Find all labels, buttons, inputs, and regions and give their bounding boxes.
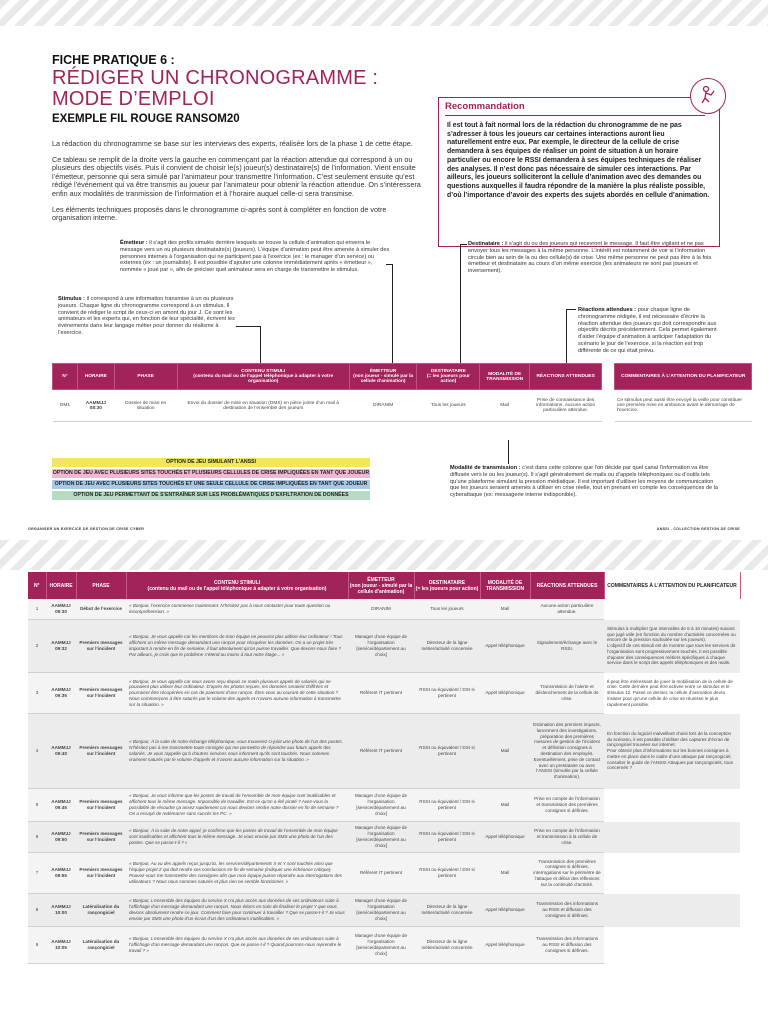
table2-cell-modalite: Appel téléphonique [480,822,530,853]
table2-cell-destinataire: RSSI ou équivalent / DSI si pertinent [414,853,480,894]
table2-cell-emetteur: Manager d’une équipe de l’organisation [service/département au choix] [348,789,414,822]
table2-cell-commentaires: Stimulus à multiplier (par intervalles de 5 à 10 minutes) suivant que jugé utile (en fonction du nombre d’activités concernées ou encore de la pression souhaitée sur les joueurs). L’objectif de ces stimuli est de montrer que tous les services de l’organisation sont progressivement touchés. Il est possible d’ajouter des conséquences métiers spécifiques à chaque service dans le script des appels téléphoniques et des mails. [604,620,740,673]
table2-cell-commentaires [604,822,740,853]
table2-cell-horaire: AAMMJJ 10:00 [46,894,76,927]
table2-cell-horaire: AAMMJJ 09:35 [46,673,76,714]
table1-cell-modalite: Mail [480,390,530,422]
table2-cell-num: 5 [28,789,46,822]
annotation-destinataire-text: il s’agit du ou des joueurs qui recevront le message. Il faut être vigilant et ne pas envoyer tous les messages à la même personne. L’intérêt est notamment de voir si l’information circule bien au sein de la ou des cellule(s) de crise. Une même personne ne peut pas être à la fois émetteur et destinataire au cours d’un même exercice (les animateurs ne sont pas joueurs et inversement). [468,241,712,275]
table2-cell-contenu: « Bonjour, À la suite de notre échange téléphonique, vous trouverez ci-joint une photo de l’un des postes. N’hésitez pas à me transmettre toute consigne qui me permettra de répondre aux futurs appels des salariés. Je vous rappelle qu’à d’autres services nous informent qu’ils sont touchés. Nous sommes vraiment saturés par le volume d’appels et n’avons aucune information sur la situation. » [126,714,348,789]
table2-cell-modalite: Mail [480,853,530,894]
table2-cell-contenu: « Bonjour, Je vous appelle car les membres de mon équipe ne peuvent plus utiliser leur ordinateur ! Tous affichent un même message demandant une rançon pour récupérer les données. On a un projet très important à rendre en fin de semaine, il faut absolument qu’on puisse travailler. Que devons-nous faire ? Par ailleurs, je crois que le problème s’étend au moins à tout notre étage... » [126,620,348,673]
table1-col-horaire: HORAIRE [77,364,114,390]
table2-cell-phase: Premiers messages sur l’incident [76,620,126,673]
intro-paragraph-2: Ce tableau se remplit de la droite vers la gauche en commençant par la réaction attendue qui correspond à un ou plusieurs des objectifs visés. Puis il convient de choisir le(s) joueur(s) destinataire(s) de l’information. Vient ensuite l’émetteur, personne qui sera simulé par l’animateur pour transmettre l’information. C’est seulement ensuite qu’est rédigé l’événement qui va être transmis au joueur par l’animateur pour obtenir la réaction attendue. On s’intéressera enfin aux modalités de tranmission de l’information et à l’horaire auquel celle-ci sera transmise. [52,154,421,198]
table2-cell-reactions: Estimation des premiers impacts, lancement des investigations, préparation des premières mesures de gestion de l’incident et définition consignes à destination des employés. Eventuellement, prise de contact avec un prestataire ou avec l’ANSSI (simulée par la cellule d’animation). [530,714,604,789]
table1-col-reactions: RÉACTIONS ATTENDUES [529,364,601,390]
table2-cell-reactions: Signalement/échange avec le RSSI. [530,620,604,673]
table2-cell-horaire: AAMMJJ 09:32 [46,620,76,673]
annotation-stimulus-label: Stimulus : [58,296,86,302]
table2-cell-reactions: Aucune action particulière attendue. [530,599,604,620]
table2-cell-num: 3 [28,673,46,714]
table2-cell-reactions: Prise en compte de l’information et transmission à la cellule de crise. [530,822,604,853]
table1-header-row [53,364,752,390]
table2-cell-modalite: Mail [480,714,530,789]
table2-col-horaire: HORAIRE [46,572,76,599]
table-row [28,927,740,964]
table1-cell-reactions: Prise de connaissance des informations. Aucune action particulière attendue. [529,390,601,422]
table2-cell-commentaires [604,599,740,620]
intro-paragraph-1: La rédaction du chronogramme se base sur les interviews des experts, réalisée lors de la phase 1 de cette étape. [52,139,413,148]
table1-col-destinataire: DESTINATAIRE (= les joueurs pour action) [417,364,480,390]
table2-cell-contenu: « Bonjour, l’exercice commence maintenant. N’hésitez pas à nous contacter pour toute question ou incompréhension. » [126,599,348,620]
table2-cell-horaire: AAMMJJ 10:05 [46,927,76,964]
annotation-reactions-label: Réactions attendues : [578,307,637,313]
table2-cell-commentaires: En fonction du logiciel malveillant choisi lors de la conception du scénario, il est possible d’utiliser des captures d’écran de rançongiciel trouvées sur internet. Pour obtenir plus d’informations sur les bonnes consignes à mettre en place dans le cadre d’une attaque par rançongiciel, consulter le guide de l’ANSSI Attaques par rançongiciels, tous concernés ? [604,714,740,789]
leader-line-stimulus [260,326,261,363]
table2-cell-reactions: Prise en compte de l’information et transmission des premières consignes si définies. [530,789,604,822]
table2-cell-modalite: Appel téléphonique [480,673,530,714]
table2-cell-reactions: Transmission des informations au RSSI et diffusion des consignes si définies. [530,894,604,927]
table2-cell-modalite: Appel téléphonique [480,894,530,927]
table2-header-row [28,572,740,599]
annotation-stimulus-text: il correspond à une information transmise à un ou plusieurs joueurs. Chaque ligne du chronogramme correspond à un stimulus. Il convient de rédiger le script de ceux-ci en amont du jour J. Ce sont les animateurs et les experts qui, en fonction de leur spécialité, écrivent les événements dans leur langage métier pour donner du réalisme à l’exercice. [58,296,235,336]
table2-col-reactions: RÉACTIONS ATTENDUES [530,572,604,599]
table2-cell-modalite: Mail [480,789,530,822]
table2-cell-reactions: Transmission des informations au RSSI et diffusion des consignes si définies. [530,927,604,964]
table2-cell-contenu: « Bonjour, L’ensemble des équipes du service X n’a plus accès aux données de ses ordinateurs suite à l’affichage d’un message demandant une rançon. Nous étions en train de finaliser le projet Y que nous devons absolument rendre ce jour. Comment faire pour continuer à travailler ? Que se passe-t-il ? Je vous envoie par SMS une photo d’un écran d’un des ordinateurs inutilisables. » [126,894,348,927]
recommandation-title: Recommandation [445,98,705,116]
table2-cell-num: 1 [28,599,46,620]
recommandation-box [438,97,720,247]
table1-col-num: N° [53,364,78,390]
table1-cell-commentaires: Ce stimulus peut aussi être envoyé la veille pour constituer une première mise en ambiance avant le démarrage de l’exercice. [615,390,752,422]
table-row [28,894,740,927]
table2-cell-destinataire: RSSI ou équivalent / DSI si pertinent [414,714,480,789]
leader-line-stimulus-tick [236,326,261,327]
table2-cell-reactions: Transmission de l’alerte et déclenchement de la cellule de crise. [530,673,604,714]
table2-cell-horaire: AAMMJJ 09:50 [46,822,76,853]
annotation-reactions-text: pour chaque ligne de chronogramme rédigée, il est nécessaire d’écrire la réaction attendue des joueurs qui doit correspondre aux objectifs décrits précédemment. Cela permet également d’aider l’équipe d’animation à anticiper l’adaptation du scénario le jour de l’exercice, si la réaction est trop différente de ce qui était prévu. [578,307,717,354]
table-row [53,390,752,422]
table2-cell-horaire: AAMMJJ 09:30 [46,599,76,620]
table2-cell-destinataire: RSSI ou équivalent / DSI si pertinent [414,673,480,714]
table2-cell-horaire: AAMMJJ 09:55 [46,853,76,894]
page-title [52,68,378,110]
table2-cell-destinataire: RSSI ou équivalent / DSI si pertinent [414,822,480,853]
option-legend-multi-sites-une-cellule: OPTION DE JEU AVEC PLUSIEURS SITES TOUCHÉS ET UNE SEULE CELLULE DE CRISE IMPLIQUÉES EN TANT QUE JOUEUR [52,480,370,489]
table1-cell-horaire: AAMMJJ 08:30 [77,390,114,422]
annotation-emetteur [120,240,390,274]
leader-line-reactions [566,309,567,363]
table-row [28,599,740,620]
table1-cell-phase: Dossier de mise en situation [114,390,177,422]
table2-cell-commentaires: Il peut être intéressant de jouer la mobilisation de la cellule de crise. Cette dernière peut être activée entre ce stimulus et le stimulus 12. Passé ce dernier, la cellule d’animation devra insister pour qu’une cellule de crise se réunisse le plus rapidement possible. [604,673,740,714]
intro-paragraph-3: Les éléments techniques proposés dans le chronogramme ci-après sont à compléter en fonction de votre organisation interne. [52,204,387,223]
annotation-emetteur-label: Émetteur : [120,240,148,246]
table2-cell-commentaires [604,789,740,822]
table2-cell-destinataire: Directeur de la ligne métier/activité concernée [414,620,480,673]
table2-cell-phase: Premiers messages sur l’incident [76,853,126,894]
table1-col-gap [602,364,615,390]
page-subtitle: EXEMPLE FIL ROUGE RANSOM20 [52,113,240,125]
chronogram-example-table [52,363,752,422]
table1-cell-gap [602,390,615,422]
table2-cell-phase: Premiers messages sur l’incident [76,822,126,853]
intro-text [52,140,424,230]
table1-cell-emetteur: DIRANIM [349,390,417,422]
option-legend-anssi: OPTION DE JEU SIMULANT L’ANSSI [52,458,370,467]
table2-cell-num: 2 [28,620,46,673]
table2-cell-commentaires [604,853,740,894]
table2-col-destinataire: DESTINATAIRE (= les joueurs pour action) [414,572,480,599]
table2-cell-emetteur: Manager d’une équipe de l’organisation [service/département au choix] [348,927,414,964]
title-line-2: MODE D’EMPLOI [52,88,215,110]
annotation-modalite-label: Modalité de transmission : [450,465,521,471]
leader-line-emetteur-tick [386,264,393,265]
table2-cell-emetteur: Référent IT pertinent [348,673,414,714]
annotation-destinataire [468,241,720,275]
table2-col-modalite: MODALITÉ DE TRANSMISSION [480,572,530,599]
table2-cell-destinataire: RSSI ou équivalent / DSI si pertinent [414,789,480,822]
table2-cell-modalite: Mail [480,599,530,620]
table2-cell-num: 6 [28,822,46,853]
leader-line-reactions-tick [566,309,576,310]
table2-cell-emetteur: Manager d’une équipe de l’organisation [service/département au choix] [348,894,414,927]
table2-cell-phase: Premiers messages sur l’incident [76,673,126,714]
table2-cell-reactions: Transmission des premières consignes si définies, interrogations sur le périmètre de l’attaque et début des réflexions sur la continuité d’activité. [530,853,604,894]
leader-line-destinataire-tick [460,244,467,245]
page-separator-band [0,540,768,570]
table2-cell-horaire: AAMMJJ 09:45 [46,789,76,822]
table2-cell-num: 8 [28,894,46,927]
annotation-reactions [578,307,720,355]
footer-left: ORGANISER UN EXERCICE DE GESTION DE CRISE CYBER [28,527,145,531]
chronogram-table [28,572,741,964]
table-row [28,620,740,673]
table1-col-commentaires: COMMENTAIRES À L’ATTENTION DU PLANIFICATEUR [615,364,752,390]
option-legend-exfiltration: OPTION DE JEU PERMETTANT DE S’ENTRAÎNER SUR LES PROBLÉMATIQUES D’EXFILTRATION DE DONNÉES [52,491,370,500]
table-row [28,853,740,894]
table2-cell-destinataire: Tous les joueurs [414,599,480,620]
table-row [28,714,740,789]
recommandation-body: Il est tout à fait normal lors de la rédaction du chronogramme de ne pas s’adresser à tous les joueurs car certaines interactions auront lieu naturellement entre eux. Par exemple, le directeur de la cellule de crise demandera à ses équipes de réaliser un point de situation à un horaire particulier ou encore le RSSI demandera à ses équipes techniques de réaliser des analyses. Il n’est donc pas nécessaire de simuler ces interactions. Par ailleurs, les joueurs solliciteront la cellule d’animation avec des demandes ou questions auxquelles il faudra répondre de la manière la plus réaliste possible, d’où l’importance d’avoir des experts des sujets abordés en cellule d’animation. [447,122,710,199]
table2-cell-modalite: Appel téléphonique [480,620,530,673]
table2-col-contenu: CONTENU STIMULI (contenu du mail ou de l’appel téléphonique à adapter à votre organisation) [126,572,348,599]
title-line-1: RÉDIGER UN CHRONOGRAMME : [52,67,379,89]
option-legend-multi-sites-multi-cellules: OPTION DE JEU AVEC PLUSIEURS SITES TOUCHÉS ET PLUSIEURS CELLULES DE CRISE IMPLIQUÉES EN TANT QUE JOUEUR [52,470,370,476]
table2-col-commentaires: COMMENTAIRES À L’ATTENTION DU PLANIFICATEUR [604,572,740,599]
leader-line-modalite [508,440,509,464]
leader-line-destinataire [460,244,461,363]
table1-col-modalite: MODALITÉ DE TRANSMISSION [480,364,530,390]
table2-cell-phase: Premiers messages sur l’incident [76,789,126,822]
table1-col-contenu: CONTENU STIMULI (contenu du mail ou de l’appel téléphonique à adapter à votre organisation) [177,364,349,390]
table2-cell-emetteur: Référent IT pertinent [348,714,414,789]
table2-cell-contenu: « Bonjour, À la suite de notre appel, je confirme que les postes de travail de l’ensemble de mon équipe sont inutilisables et affichent tous le même message. Je vous envoie par SMS une photo de l’un des postes. Que se passe-t-il ? » [126,822,348,853]
table2-cell-emetteur: Référent IT pertinent [348,853,414,894]
table2-cell-contenu: « Bonjour, Je vous informe que les postes de travail de l’ensemble de mon équipe sont inutilisables et affichent tous le même message. Impossible de travailler. Est-ce qu’on a été piraté ? Avez-vous la possibilité de résoudre ça assez rapidement car nous devions rendre notre dossier en fin de semaine ? On a essayé de redémarrer sans succès les PC. » [126,789,348,822]
top-decorative-band [0,0,768,26]
table-row [28,822,740,853]
annotation-stimulus [58,296,236,337]
table2-cell-phase: Premiers messages sur l’incident [76,714,126,789]
table1-col-emetteur: ÉMETTEUR (non joueur - simulé par la cellule d’animation) [349,364,417,390]
leader-line-emetteur [392,264,393,363]
table-row [28,673,740,714]
recommandation-icon [690,78,726,114]
table2-col-num: N° [28,572,46,599]
table2-cell-contenu: « Bonjour, L’ensemble des équipes du service X n’a plus accès aux données de ses ordinateurs suite à l’affichage d’un message demandant une rançon. Que se passe-t-il ? Quand pourrons-nous reprendre le travail ? » [126,927,348,964]
fiche-label: FICHE PRATIQUE 6 : [52,53,175,67]
annotation-emetteur-text: il s’agit des profils simulés derrière lesquels se trouve la cellule d’animation qui enverra le message vers un ou plusieurs destinataire(s) (joueurs). L’équipe d’animation peut être amenée à simuler des personnes internes à l’organisation qui ne participent pas à l’exercice (ex : le manager d’un service) ou externes (ex : un journaliste). Il est possible d’ajouter une colonne immédiatement après « émetteur », nommée « joué par », afin de préciser quel animateur sera en charge de transmettre le stimulus. [120,240,390,274]
annotation-destinataire-label: Destinataire : [468,241,504,247]
table1-cell-destinataire: Tous les joueurs [417,390,480,422]
table2-cell-commentaires [604,894,740,927]
table1-cell-contenu: Envoi du dossier de mise en situation (DMS) en pièce jointe d’un mail à destination de l’ensemble des joueurs [177,390,349,422]
table2-cell-destinataire: Directeur de la ligne métier/activité concernée [414,894,480,927]
table2-cell-emetteur: Manager d’une équipe de l’organisation [service/département au choix] [348,822,414,853]
table2-cell-contenu: « Bonjour, Au vu des appels reçus jusqu’ici, les services/départements X et Y sont touchés ainsi que l’équipe projet Z qui doit rendre ses conclusions en fin de semaine (indiquer une échéance critique). Pouvez-vous me transmettre des consignes afin que mon équipe puisse répondre aux interrogations des utilisateurs ? Nous nous sommes saturés et plus rien ne semble fonctionner. » [126,853,348,894]
table2-cell-phase: Latéralisation du rançongiciel [76,927,126,964]
table2-cell-num: 9 [28,927,46,964]
table2-cell-phase: Latéralisation du rançongiciel [76,894,126,927]
table2-cell-num: 4 [28,714,46,789]
table1-cell-num: DM1 [53,390,78,422]
table2-col-emetteur: ÉMETTEUR (non joueur - simulé par la cellule d’animation) [348,572,414,599]
table2-cell-commentaires [604,927,740,964]
footer-right: ANSSI - COLLECTION GESTION DE CRISE [656,527,740,531]
table2-cell-modalite: Appel téléphonique [480,927,530,964]
table1-col-phase: PHASE [114,364,177,390]
table-row [28,789,740,822]
table2-cell-destinataire: Directeur de la ligne métier/activité concernée [414,927,480,964]
annotation-modalite-text: c’est dans cette colonne que l’on décide par quel canal l’information va être diffusée vers le ou les joueur(s). Il s’agit généralement de mails ou d’appels téléphoniques ou d’outils tels qu’une plateforme simulant la pression médiatique. Il est important d’utiliser les moyens de communication que les joueurs seraient amenés à utiliser en crise réelle, tout en prenant en compte les conséquences de la cyberattaque (ex: messagerie interne indisponible). [450,465,719,499]
table2-cell-num: 7 [28,853,46,894]
table2-cell-contenu: « Bonjour, Je vous appelle car nous avons reçu depuis ce matin plusieurs appels de salariés qui ne pouvaient plus utiliser leur ordinateur. D’après les photos reçues, les données seraient chiffrées et pourraient être récupérées en cas de paiement d’une rançon. Êtes-vous au courant de cette situation ? Nous commençons à être saturés par le volume des appels et n’avons aucune information à transmettre sur la situation. » [126,673,348,714]
table2-cell-horaire: AAMMJJ 09:40 [46,714,76,789]
table2-col-phase: PHASE [76,572,126,599]
figure-icon [697,84,719,106]
table2-cell-emetteur: DIRANIM [348,599,414,620]
annotation-modalite [450,465,722,499]
table2-cell-phase: Début de l’exercice [76,599,126,620]
table2-cell-emetteur: Manager d’une équipe de l’organisation [service/département au choix] [348,620,414,673]
